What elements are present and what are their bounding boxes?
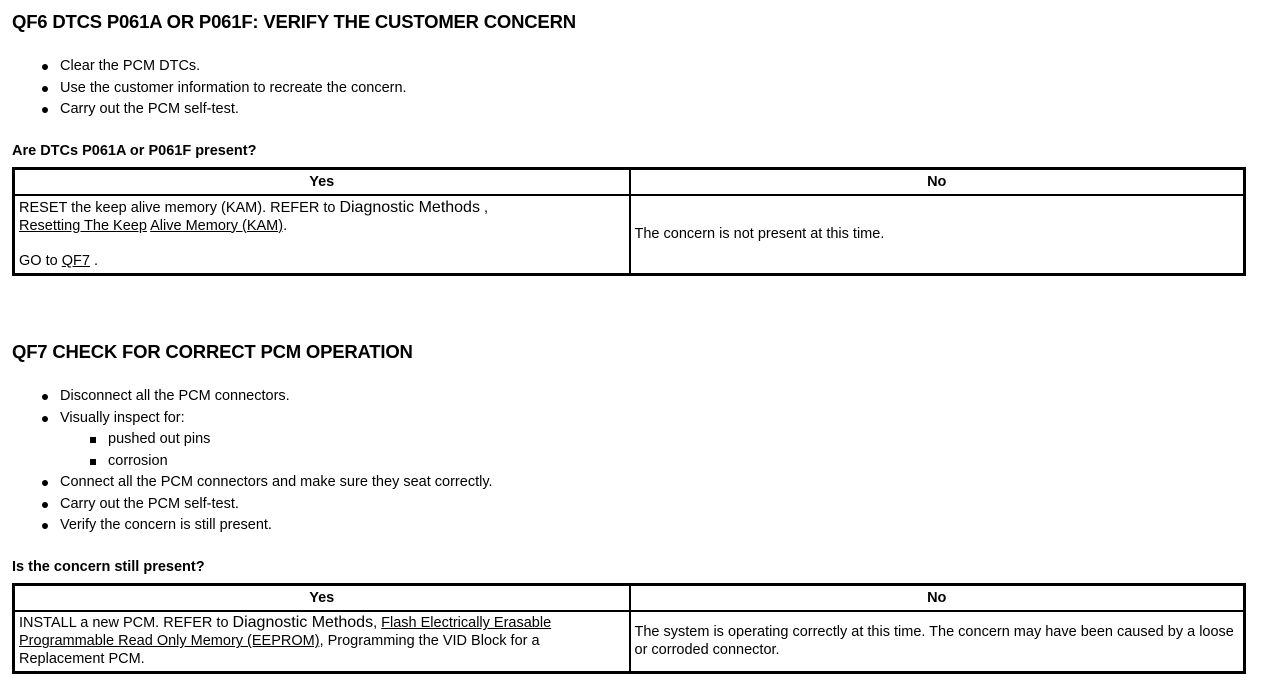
qf7-yes-cell bbox=[14, 611, 630, 673]
qf7-ref-section: Diagnostic Methods bbox=[232, 614, 374, 632]
qf6-decision-table bbox=[12, 167, 1246, 277]
qf6-no-header: No bbox=[630, 168, 1245, 195]
qf6-no-cell: The concern is not present at this time. bbox=[630, 195, 1245, 275]
qf7-step-2 bbox=[12, 408, 1246, 430]
qf6-ref-section: Diagnostic Methods bbox=[339, 198, 480, 216]
qf6-period: . bbox=[283, 217, 288, 234]
qf7-question: Is the concern still present? bbox=[12, 558, 205, 575]
qf7-no-text: The system is operating correctly at this time. The concern may have been caused by a loose or corroded connector. bbox=[634, 624, 1234, 659]
qf7-step-5: Verify the concern is still present. bbox=[12, 515, 1246, 537]
qf7-step-1: Disconnect all the PCM connectors. bbox=[12, 386, 1246, 408]
qf6-step-2: Use the customer information to recreate the concern. bbox=[12, 78, 1246, 100]
qf6-comma: , bbox=[479, 199, 489, 216]
qf7-step-4: Carry out the PCM self-test. bbox=[12, 494, 1246, 516]
qf6-section bbox=[12, 10, 1246, 276]
qf7-step-2-label: Visually inspect for: bbox=[60, 409, 185, 426]
qf6-steps bbox=[12, 56, 1246, 121]
qf7-yes-text-2: , Programming the VID Block for a Replacement PCM. bbox=[19, 633, 540, 668]
qf6-question: Are DTCs P061A or P061F present? bbox=[12, 142, 257, 159]
qf7-inspect-item-1: pushed out pins bbox=[12, 429, 1246, 451]
qf7-inspect-list bbox=[12, 429, 1246, 472]
qf7-steps bbox=[12, 386, 1246, 429]
qf7-decision-table bbox=[12, 583, 1246, 675]
qf7-inspect-item-2: corrosion bbox=[12, 451, 1246, 473]
qf6-step-3: Carry out the PCM self-test. bbox=[12, 99, 1246, 121]
qf6-yes-cell bbox=[14, 195, 630, 275]
qf6-yes-header: Yes bbox=[14, 168, 630, 195]
qf7-no-cell bbox=[630, 611, 1245, 673]
qf6-link-resetting[interactable]: Resetting The Keep bbox=[19, 217, 147, 234]
qf7-link-eeprom[interactable]: Flash Electrically Erasable Programmable Read Only Memory (EEPROM) bbox=[19, 615, 552, 650]
qf6-yes-text: RESET the keep alive memory (KAM). REFER to bbox=[19, 199, 340, 216]
qf6-goto-end: . bbox=[89, 252, 98, 269]
qf7-no-header: No bbox=[630, 584, 1245, 611]
qf6-link-kam[interactable]: Alive Memory (KAM) bbox=[150, 217, 284, 234]
qf7-step-3: Connect all the PCM connectors and make sure they seat correctly. bbox=[12, 472, 1246, 494]
qf7-steps-cont bbox=[12, 472, 1246, 537]
qf7-yes-text: INSTALL a new PCM. REFER to bbox=[19, 615, 233, 632]
qf6-step-1: Clear the PCM DTCs. bbox=[12, 56, 1246, 78]
qf6-goto-link[interactable]: QF7 bbox=[61, 252, 90, 269]
qf6-title: QF6 DTCS P061A OR P061F: VERIFY THE CUSTOMER CONCERN bbox=[12, 11, 576, 32]
qf7-comma: , bbox=[373, 615, 382, 632]
qf6-goto-text: GO to bbox=[19, 252, 62, 269]
qf7-yes-header: Yes bbox=[14, 584, 630, 611]
qf7-section bbox=[12, 340, 1246, 674]
qf7-title: QF7 CHECK FOR CORRECT PCM OPERATION bbox=[12, 341, 413, 362]
